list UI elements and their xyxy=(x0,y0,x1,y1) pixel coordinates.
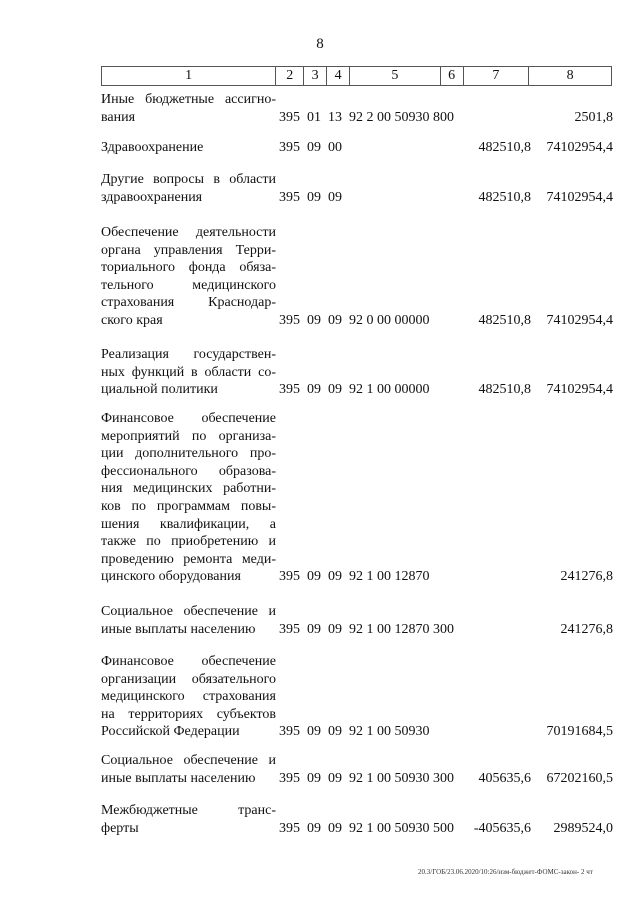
header-col-7: 7 xyxy=(464,67,530,85)
description-line: на территориях субъектов xyxy=(101,706,276,722)
row-codes: 395 09 09 92 1 00 12870 300 xyxy=(279,621,454,637)
row-description xyxy=(101,224,276,330)
description-line: цинского оборудования xyxy=(101,569,241,585)
description-line: Российской Федерации xyxy=(101,724,240,740)
header-col-5: 5 xyxy=(350,67,441,85)
row-amount-change: 482510,8 xyxy=(478,140,531,155)
description-line: Финансовое обеспечение xyxy=(101,654,276,669)
table-row xyxy=(101,653,612,741)
header-col-8: 8 xyxy=(566,68,574,83)
header-col-3: 3 xyxy=(304,67,327,85)
description-line: ского края xyxy=(101,312,163,328)
description-line: также по приобретению и xyxy=(101,534,276,550)
description-line: мероприятий по организа- xyxy=(101,428,276,444)
table-header xyxy=(101,66,612,86)
description-line: здравоохранения xyxy=(101,189,203,205)
table-row xyxy=(101,91,612,126)
description-line: иные выплаты населению xyxy=(101,621,256,637)
page-number: 8 xyxy=(316,36,324,52)
row-description xyxy=(101,603,276,638)
row-codes: 395 09 09 92 0 00 00000 xyxy=(279,313,430,328)
table-row xyxy=(101,752,612,787)
description-line: Межбюджетные транс- xyxy=(101,803,276,818)
row-description xyxy=(101,410,276,586)
description-line: органа управления Терри- xyxy=(101,242,276,258)
row-description xyxy=(101,91,276,126)
row-codes: 395 09 09 92 1 00 50930 xyxy=(279,724,430,740)
description-line: циальной политики xyxy=(101,382,218,398)
description-line: шения квалификации, а xyxy=(101,516,276,532)
table-row xyxy=(101,603,612,638)
table-row xyxy=(101,410,612,586)
table-row xyxy=(101,139,612,157)
row-amount-change: 482510,8 xyxy=(478,189,531,205)
row-codes: 395 09 09 xyxy=(279,189,342,205)
description-line: ториального фонда обяза- xyxy=(101,260,276,276)
description-line: медицинского страхования xyxy=(101,689,276,705)
description-line: тельного медицинского xyxy=(101,277,276,293)
row-codes: 395 09 00 xyxy=(279,140,342,155)
row-amount-total: 2501,8 xyxy=(574,109,613,125)
row-amount-total: 74102954,4 xyxy=(546,140,613,155)
description-line: ных функций в области со- xyxy=(101,364,276,380)
row-amount-total: 74102954,4 xyxy=(546,313,613,328)
description-line: Обеспечение деятельности xyxy=(101,225,276,240)
row-description xyxy=(101,752,276,787)
description-line: Другие вопросы в области xyxy=(101,172,276,187)
description-line: ферты xyxy=(101,820,139,836)
table-row xyxy=(101,346,612,399)
row-description xyxy=(101,653,276,741)
description-line: ции дополнительного про- xyxy=(101,446,276,462)
description-line: проведению ремонта меди- xyxy=(101,551,276,567)
row-description xyxy=(101,346,276,399)
row-description xyxy=(101,171,276,206)
description-line: Реализация государствен- xyxy=(101,347,276,362)
row-amount-total: 67202160,5 xyxy=(546,770,613,786)
row-amount-total: 2989524,0 xyxy=(553,820,613,836)
row-amount-total: 241276,8 xyxy=(560,621,613,637)
document-footer: 20.3/ГОБ/23.06.2020/10:26/изм-бюджет-ФОМС-закон- 2 чт xyxy=(418,868,593,876)
row-codes: 395 09 09 92 1 00 50930 500 xyxy=(279,820,454,836)
row-amount-change: -405635,6 xyxy=(473,820,531,836)
row-codes: 395 09 09 92 1 00 50930 300 xyxy=(279,770,454,786)
row-amount-change: 482510,8 xyxy=(478,382,531,398)
row-amount-total: 70191684,5 xyxy=(546,724,613,740)
row-codes: 395 09 09 92 1 00 12870 xyxy=(279,569,430,585)
table-row xyxy=(101,224,612,330)
row-description xyxy=(101,802,276,837)
description-line: Социальное обеспечение и xyxy=(101,753,276,768)
row-amount-total: 74102954,4 xyxy=(546,189,613,205)
description-line: ков по программам повы- xyxy=(101,498,276,514)
row-amount-total: 241276,8 xyxy=(560,569,613,585)
description-line: Здравоохранение xyxy=(101,140,204,155)
description-line: Финансовое обеспечение xyxy=(101,411,276,426)
description-line: вания xyxy=(101,109,136,125)
description-line: организации обязательного xyxy=(101,671,276,687)
description-line: ния медицинских работни- xyxy=(101,481,276,497)
row-codes: 395 01 13 92 2 00 50930 800 xyxy=(279,109,454,125)
header-col-6: 6 xyxy=(441,67,464,85)
header-col-2: 2 xyxy=(276,67,304,85)
description-line: иные выплаты населению xyxy=(101,770,256,786)
header-col-1: 1 xyxy=(102,67,276,85)
row-amount-total: 74102954,4 xyxy=(546,382,613,398)
table-row xyxy=(101,171,612,206)
description-line: Социальное обеспечение и xyxy=(101,604,276,619)
description-line: страхования Краснодар- xyxy=(101,295,276,311)
row-codes: 395 09 09 92 1 00 00000 xyxy=(279,382,430,398)
header-col-4: 4 xyxy=(327,67,350,85)
row-amount-change: 482510,8 xyxy=(478,313,531,328)
description-line: фессионального образова- xyxy=(101,463,276,479)
row-amount-change: 405635,6 xyxy=(478,770,531,786)
table-row xyxy=(101,802,612,837)
row-description xyxy=(101,139,276,157)
description-line: Иные бюджетные ассигно- xyxy=(101,92,276,107)
